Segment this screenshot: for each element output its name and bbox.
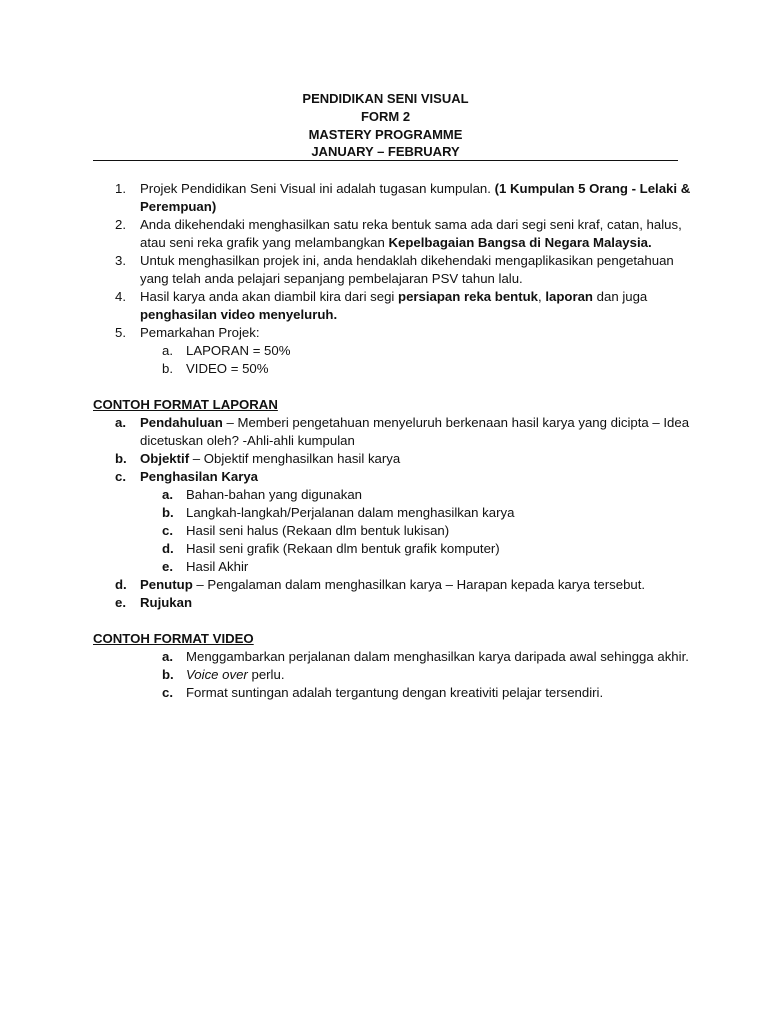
section-title-video: CONTOH FORMAT VIDEO bbox=[93, 631, 254, 646]
list-item-2 bbox=[93, 216, 693, 252]
list-item-5 bbox=[93, 324, 693, 342]
laporan-item-c bbox=[93, 468, 693, 486]
video-item-a bbox=[93, 648, 693, 666]
sub-item-text: Hasil seni grafik (Rekaan dlm bentuk grafik komputer) bbox=[186, 541, 500, 556]
item-bold-text: penghasilan video menyeluruh. bbox=[140, 307, 338, 322]
list-letter: b. bbox=[115, 451, 127, 466]
sub-list-letter: c. bbox=[162, 523, 173, 538]
sub-list-letter: c. bbox=[162, 685, 173, 700]
list-letter: a. bbox=[115, 415, 126, 430]
sub-list-letter: b. bbox=[162, 505, 174, 520]
sub-list-item bbox=[93, 342, 693, 360]
item-bold-text: Kepelbagaian Bangsa di Negara Malaysia. bbox=[388, 235, 652, 250]
sub-list-letter: b. bbox=[162, 361, 173, 376]
header-title: PENDIDIKAN SENI VISUAL bbox=[302, 91, 469, 106]
item-text: Hasil karya anda akan diambil kira dari segi bbox=[140, 289, 399, 304]
item-bold-text: Penghasilan Karya bbox=[140, 469, 259, 484]
item-bold-text: Rujukan bbox=[140, 595, 193, 610]
header-period: JANUARY – FEBRUARY bbox=[311, 144, 460, 160]
sub-list-item bbox=[93, 360, 693, 378]
laporan-item-e bbox=[93, 594, 693, 612]
laporan-item-d bbox=[93, 576, 693, 594]
header-form: FORM 2 bbox=[360, 108, 411, 124]
sub-item-text: Bahan-bahan yang digunakan bbox=[186, 487, 362, 502]
sub-list-item bbox=[93, 486, 693, 504]
sub-list-item bbox=[93, 540, 693, 558]
spacer bbox=[93, 612, 693, 630]
item-bold-text: Penutup bbox=[140, 577, 193, 592]
item-bold-text: (1 Kumpulan 5 Orang - Lelaki & Perempuan) bbox=[140, 181, 691, 214]
video-item-c bbox=[93, 684, 693, 702]
sub-list-letter: e. bbox=[162, 559, 173, 574]
item-text: dan juga bbox=[592, 289, 648, 304]
list-number: 4. bbox=[115, 289, 126, 304]
header-programme: MASTERY PROGRAMME bbox=[308, 126, 463, 142]
document-body bbox=[93, 180, 693, 702]
document-header bbox=[93, 90, 678, 161]
laporan-item-a bbox=[93, 414, 693, 450]
list-item-4 bbox=[93, 288, 693, 324]
sub-item-text: perlu. bbox=[247, 667, 285, 682]
spacer bbox=[93, 378, 693, 396]
item-bold-text: laporan bbox=[545, 289, 593, 304]
header-divider bbox=[93, 160, 678, 161]
sub-list-item bbox=[93, 558, 693, 576]
list-letter: c. bbox=[115, 469, 126, 484]
list-item-1 bbox=[93, 180, 693, 216]
sub-item-italic-text: Voice over bbox=[186, 667, 248, 682]
list-item-3 bbox=[93, 252, 693, 288]
sub-list-letter: a. bbox=[162, 487, 173, 502]
sub-list-letter: b. bbox=[162, 667, 174, 682]
list-number: 2. bbox=[115, 217, 126, 232]
laporan-item-b bbox=[93, 450, 693, 468]
sub-item-text: VIDEO = 50% bbox=[186, 361, 269, 376]
item-bold-text: Pendahuluan bbox=[140, 415, 223, 430]
sub-list-letter: d. bbox=[162, 541, 174, 556]
section-title-laporan: CONTOH FORMAT LAPORAN bbox=[93, 397, 278, 412]
sub-list-item bbox=[93, 522, 693, 540]
sub-item-text: Hasil seni halus (Rekaan dlm bentuk lukisan) bbox=[186, 523, 450, 538]
item-bold-text: Objektif bbox=[140, 451, 190, 466]
sub-item-text: Menggambarkan perjalanan dalam menghasilkan karya daripada awal sehingga akhir. bbox=[186, 649, 689, 664]
sub-item-text: LAPORAN = 50% bbox=[186, 343, 291, 358]
sub-list-item bbox=[93, 504, 693, 522]
sub-item-text: Langkah-langkah/Perjalanan dalam menghasilkan karya bbox=[186, 505, 515, 520]
item-text: Pemarkahan Projek: bbox=[140, 325, 260, 340]
item-text: – Memberi pengetahuan menyeluruh berkenaan hasil karya yang dicipta – Idea dicetuskan oleh? -Ahli-ahli kumpulan bbox=[140, 415, 690, 448]
item-text: Anda dikehendaki menghasilkan satu reka bentuk sama ada dari segi seni kraf, catan, halus, atau seni reka grafik yang melambangkan bbox=[140, 217, 682, 250]
list-letter: e. bbox=[115, 595, 126, 610]
list-number: 1. bbox=[115, 181, 126, 196]
list-number: 5. bbox=[115, 325, 126, 340]
sub-list-letter: a. bbox=[162, 649, 173, 664]
item-text: , bbox=[538, 289, 546, 304]
list-number: 3. bbox=[115, 253, 126, 268]
item-bold-text: persiapan reka bentuk bbox=[398, 289, 539, 304]
item-text: – Objektif menghasilkan hasil karya bbox=[189, 451, 401, 466]
sub-list-letter: a. bbox=[162, 343, 173, 358]
item-text: Untuk menghasilkan projek ini, anda hendaklah dikehendaki mengaplikasikan pengetahuan yang telah anda pelajari sepanjang pembelajaran PSV tahun lalu. bbox=[140, 253, 674, 286]
sub-item-text: Format suntingan adalah tergantung dengan kreativiti pelajar tersendiri. bbox=[186, 685, 604, 700]
video-item-b bbox=[93, 666, 693, 684]
sub-item-text: Hasil Akhir bbox=[186, 559, 249, 574]
list-letter: d. bbox=[115, 577, 127, 592]
item-text: Projek Pendidikan Seni Visual ini adalah tugasan kumpulan. bbox=[140, 181, 495, 196]
item-text: – Pengalaman dalam menghasilkan karya – Harapan kepada karya tersebut. bbox=[192, 577, 646, 592]
